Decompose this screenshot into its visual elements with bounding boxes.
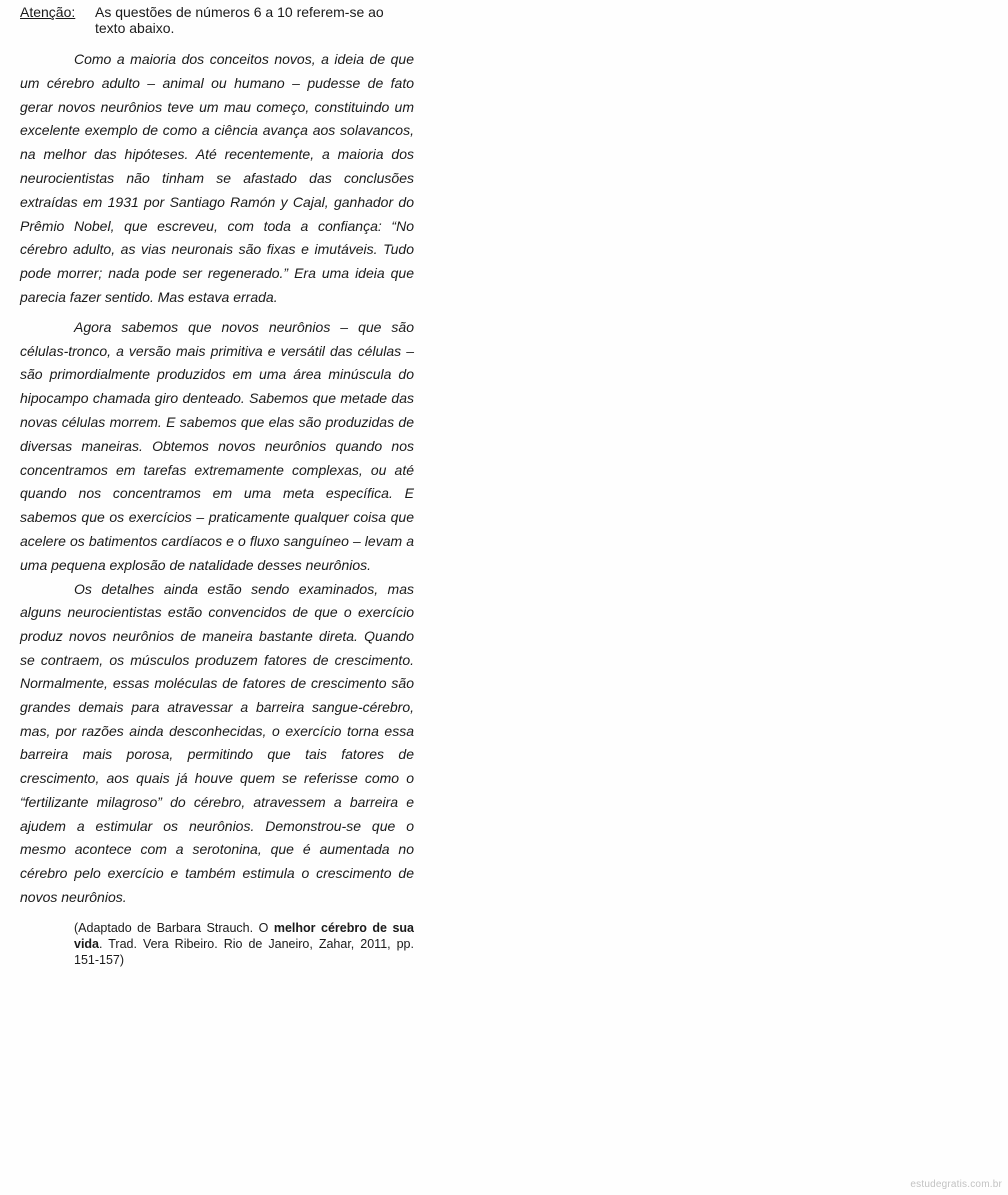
attention-label: Atenção: bbox=[20, 4, 76, 20]
document-page bbox=[20, 4, 414, 968]
attention-instruction: As questões de números 6 a 10 referem-se ao texto abaixo. bbox=[95, 4, 384, 36]
article-paragraph-3: Os detalhes ainda estão sendo examinados, mas alguns neurocientistas estão convencidos de que o exercício produz novos neurônios de maneira bastante direta. Quando se contraem, os músculos produzem fatores de crescimento. Normalmente, essas moléculas de fatores de crescimento são grandes demais para atravessar a barreira sangue-cérebro, mas, por razões ainda desconhecidas, o exercício torna essa barreira mais porosa, permitindo que tais fatores de crescimento, aos quais já houve quem se referisse como o “fertilizante milagroso” do cérebro, atravessem a barreira e ajudem a estimular os neurônios. Demonstrou-se que o mesmo acontece com a serotonina, que é aumentada no cérebro pelo exercício e também estimula o crescimento de novos neurônios. bbox=[20, 580, 414, 905]
article-paragraph-2: Agora sabemos que novos neurônios – que são células-tronco, a versão mais primitiva e versátil das células – são primordialmente produzidos em uma área minúscula do hipocampo chamada giro denteado. Sabemos que metade das novas células morrem. E sabemos que elas são produzidas de diversas maneiras. Obtemos novos neurônios quando nos concentramos em tarefas extremamente complexas, ou até quando nos concentramos em uma meta específica. E sabemos que os exercícios – praticamente qualquer coisa que acelere os batimentos cardíacos e o fluxo sanguíneo – levam a uma pequena explosão de natalidade desses neurônios. bbox=[20, 318, 414, 573]
article-text bbox=[20, 48, 414, 909]
article-paragraph-1: Como a maioria dos conceitos novos, a ideia de que um cérebro adulto – animal ou humano – pudesse de fato gerar novos neurônios teve um mau começo, constituindo um excelente exemplo de como a ciência avança aos solavancos, na melhor das hipóteses. Até recentemente, a maioria dos neurocientistas não tinham se afastado das conclusões extraídas em 1931 por Santiago Ramón y Cajal, ganhador do Prêmio Nobel, que escreveu, com toda a confiança: “No cérebro adulto, as vias neuronais são fixas e imutáveis. Tudo pode morrer; nada pode ser regenerado.” Era uma ideia que parecia fazer sentido. Mas estava errada. bbox=[20, 51, 414, 305]
source-citation bbox=[74, 920, 414, 968]
site-watermark: estudegratis.com.br bbox=[910, 1179, 1002, 1190]
attention-header bbox=[20, 4, 414, 36]
citation-book-title: melhor cérebro de sua vida bbox=[74, 921, 415, 952]
citation-suffix: . Trad. Vera Ribeiro. Rio de Janeiro, Zahar, 2011, pp. 151-157) bbox=[74, 937, 414, 968]
citation-prefix: (Adaptado de Barbara Strauch. O bbox=[74, 921, 274, 936]
